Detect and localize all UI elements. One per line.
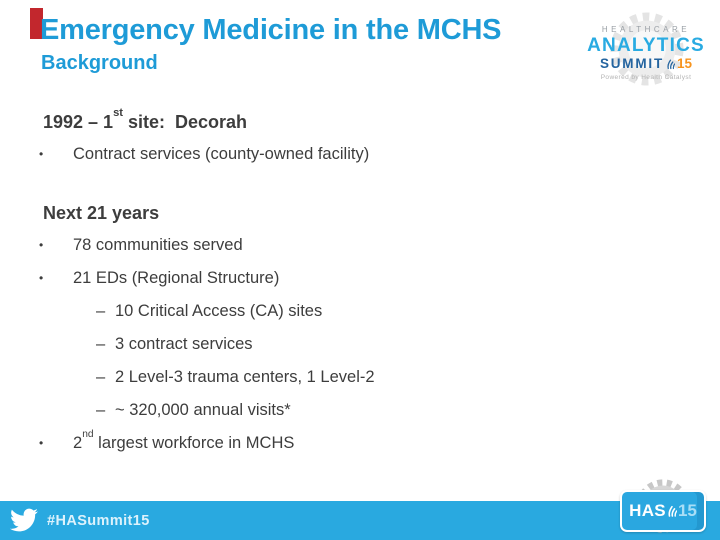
- logo-tagline: Powered by Health Catalyst: [600, 74, 692, 81]
- dash-marker: –: [96, 335, 106, 353]
- bullet-marker: •: [39, 436, 44, 450]
- slide-title: Emergency Medicine in the MCHS: [40, 14, 502, 46]
- bullet-superscript: nd: [82, 428, 94, 440]
- logo-analytics-label: ANALYTICS: [587, 35, 705, 56]
- sub-bullet-text: ~ 320,000 annual visits*: [115, 401, 291, 419]
- hashtag-label: #HASummit15: [47, 513, 150, 529]
- badge-year-label: 15: [677, 501, 697, 520]
- logo-year-label: 15: [677, 56, 693, 71]
- dash-marker: –: [96, 401, 106, 419]
- heading-superscript: st: [113, 106, 123, 119]
- bullet-text: 21 EDs (Regional Structure): [73, 269, 280, 287]
- sub-bullet-item: [30, 399, 620, 421]
- dash-marker: –: [96, 368, 106, 386]
- bullet-item: [30, 234, 620, 256]
- bullet-text: 78 communities served: [73, 236, 243, 254]
- bullet-text: [73, 428, 295, 454]
- dash-marker: –: [96, 302, 106, 320]
- section-heading-1992: [30, 106, 620, 134]
- badge-has-label: HAS: [629, 501, 666, 520]
- bullet-marker: •: [39, 238, 44, 252]
- heading-text: site: Decorah: [123, 112, 248, 132]
- twitter-icon: [10, 506, 38, 534]
- bullet-item: [30, 267, 620, 289]
- slide-subtitle: Background: [41, 52, 158, 74]
- has-badge-group: [620, 474, 706, 540]
- has-summit-logo: [576, 4, 716, 100]
- has-badge: [620, 490, 706, 532]
- bullet-marker: •: [39, 147, 44, 161]
- bullet-text-post: largest workforce in MCHS: [93, 434, 295, 452]
- logo-summit-row: [576, 56, 716, 71]
- sub-bullet-text: 2 Level-3 trauma centers, 1 Level-2: [115, 368, 375, 386]
- logo-text-stack: [576, 25, 716, 81]
- bullet-item: [30, 143, 620, 165]
- sub-bullet-item: [30, 300, 620, 322]
- heading-text: 1992 – 1: [43, 112, 114, 132]
- logo-summit-label: SUMMIT: [599, 56, 664, 71]
- slide-body: [30, 106, 620, 465]
- sub-bullet-item: [30, 333, 620, 355]
- bullet-marker: •: [39, 271, 44, 285]
- sub-bullet-text: 3 contract services: [115, 335, 253, 353]
- logo-healthcare-label: HEALTHCARE: [601, 25, 691, 34]
- bullet-item: [30, 428, 620, 454]
- bullet-text: Contract services (county-owned facility): [73, 145, 370, 163]
- sub-bullet-text: 10 Critical Access (CA) sites: [115, 302, 323, 320]
- flame-icon: [667, 504, 677, 518]
- section-heading-next21: Next 21 years: [43, 203, 160, 223]
- bullet-text-pre: 2: [73, 434, 83, 452]
- flame-icon: [666, 58, 675, 70]
- sub-bullet-item: [30, 366, 620, 388]
